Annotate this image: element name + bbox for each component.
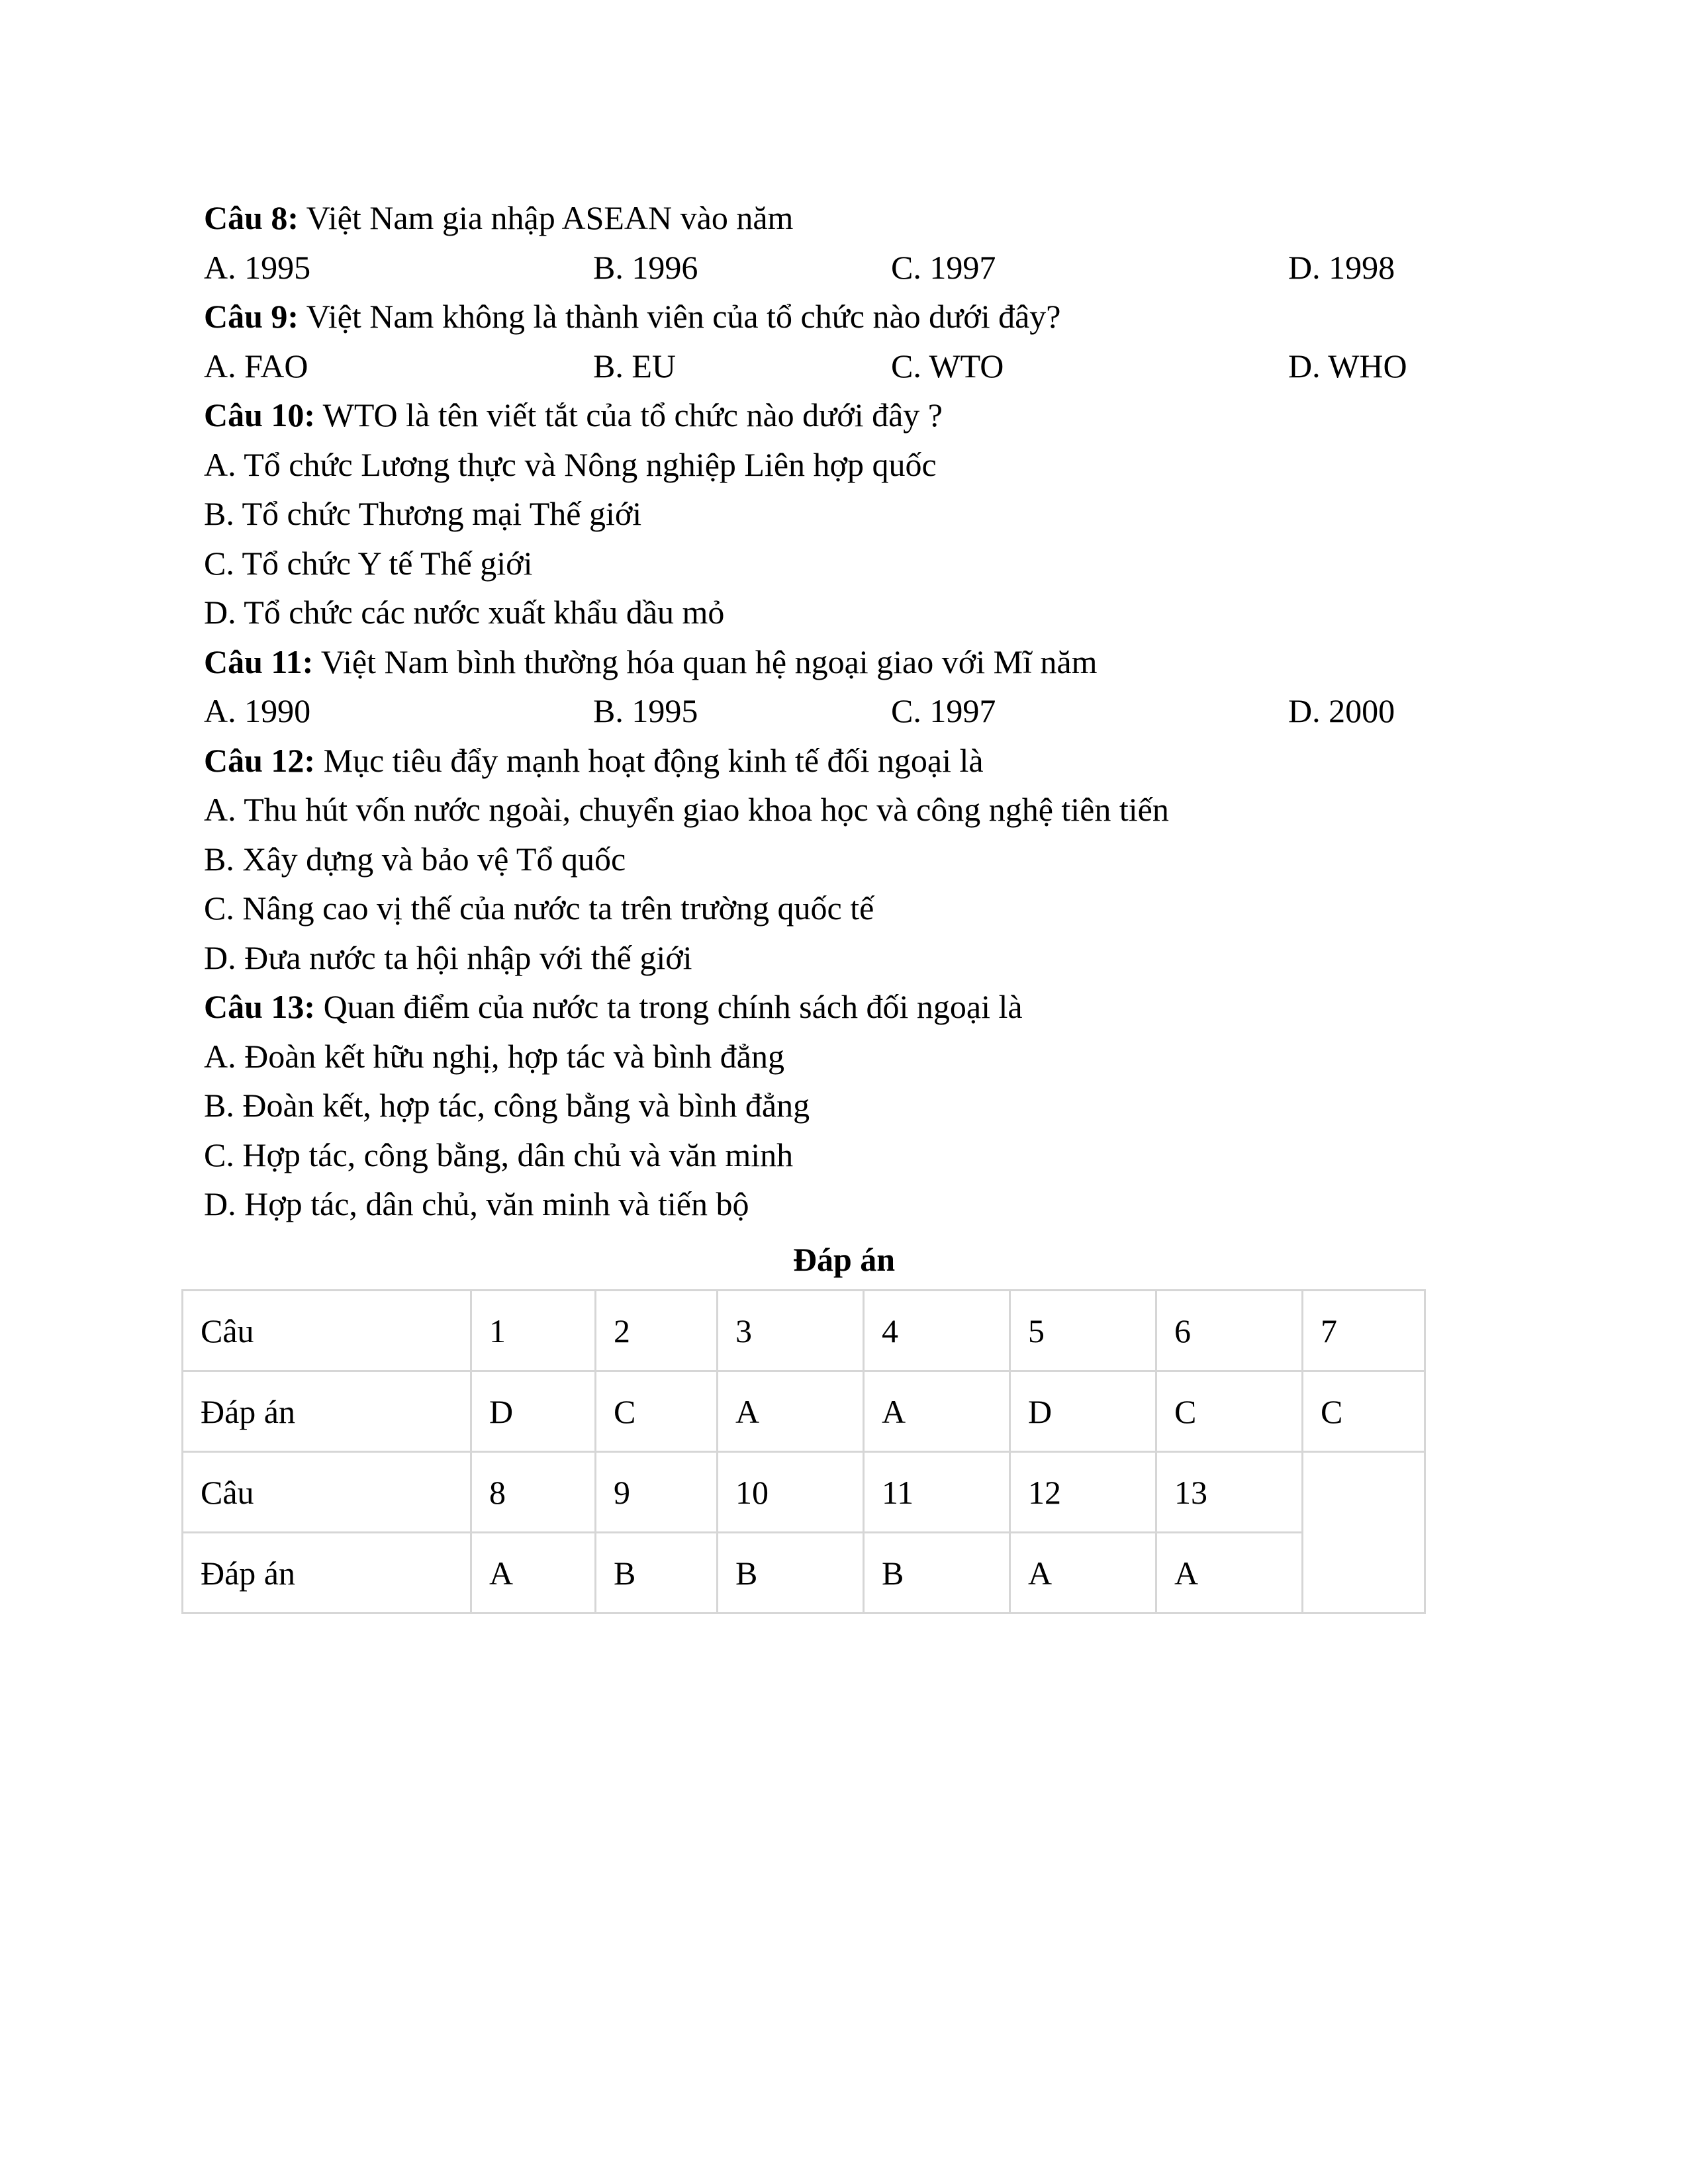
- option-d: D. 2000: [1288, 692, 1395, 729]
- table-row: [183, 1452, 1425, 1533]
- option-c: C. 1997: [891, 692, 996, 729]
- row-header: Câu: [183, 1452, 471, 1533]
- option-a: A. Tổ chức Lương thực và Nông nghiệp Liên hợp quốc: [204, 445, 937, 483]
- question-label: Câu 9:: [204, 298, 299, 335]
- question-text: Việt Nam không là thành viên của tổ chức nào dưới đây?: [299, 298, 1061, 335]
- question-10: [204, 390, 1501, 440]
- row-header: Câu: [183, 1291, 471, 1371]
- question-text: Quan điểm của nước ta trong chính sách đối ngoại là: [315, 988, 1023, 1025]
- question-label: Câu 13:: [204, 988, 316, 1025]
- question-label: Câu 12:: [204, 741, 316, 779]
- question-label: Câu 11:: [204, 643, 314, 680]
- table-row: [183, 1533, 1425, 1614]
- question-list: [204, 193, 1501, 1229]
- question-11: [204, 637, 1501, 687]
- table-row: [183, 1291, 1425, 1371]
- table-cell: 1: [471, 1291, 596, 1371]
- table-cell: 12: [1010, 1452, 1156, 1533]
- option-a: A. Đoàn kết hữu nghị, hợp tác và bình đẳng: [204, 1037, 784, 1075]
- table-cell: 7: [1303, 1291, 1425, 1371]
- table-cell: 11: [864, 1452, 1010, 1533]
- table-cell: 13: [1156, 1452, 1303, 1533]
- option-c: C. Hợp tác, công bằng, dân chủ và văn minh: [204, 1136, 794, 1173]
- option-b: B. EU: [593, 347, 676, 385]
- question-text: Mục tiêu đẩy mạnh hoạt động kinh tế đối ngoại là: [315, 741, 984, 779]
- row-header: Đáp án: [183, 1371, 471, 1452]
- option-d: D. Đưa nước ta hội nhập với thế giới: [204, 938, 692, 976]
- answer-key-table: [181, 1289, 1426, 1614]
- table-cell: 9: [596, 1452, 718, 1533]
- table-cell: 10: [718, 1452, 864, 1533]
- option-b: B. 1996: [593, 248, 698, 286]
- question-8-options: [204, 243, 1501, 293]
- empty-merged-cell: [1303, 1452, 1425, 1614]
- option-a: A. 1990: [204, 692, 311, 729]
- option-c: C. 1997: [891, 248, 996, 286]
- table-cell: D: [471, 1371, 596, 1452]
- table-cell: B: [718, 1533, 864, 1614]
- table-cell: A: [471, 1533, 596, 1614]
- question-11-options: [204, 686, 1501, 736]
- question-text: WTO là tên viết tắt của tổ chức nào dưới đây ?: [315, 396, 943, 433]
- question-text: Việt Nam gia nhập ASEAN vào năm: [299, 199, 794, 236]
- table-cell: C: [1156, 1371, 1303, 1452]
- table-cell: 5: [1010, 1291, 1156, 1371]
- question-9: [204, 292, 1501, 341]
- table-cell: A: [1010, 1533, 1156, 1614]
- option-b: B. Tổ chức Thương mại Thế giới: [204, 495, 642, 532]
- table-cell: B: [864, 1533, 1010, 1614]
- table-cell: 3: [718, 1291, 864, 1371]
- table-row: [183, 1371, 1425, 1452]
- option-c: C. WTO: [891, 347, 1004, 385]
- option-d: D. 1998: [1288, 248, 1395, 286]
- table-cell: 6: [1156, 1291, 1303, 1371]
- option-a: A. 1995: [204, 248, 311, 286]
- table-cell: C: [1303, 1371, 1425, 1452]
- option-a: A. FAO: [204, 347, 308, 385]
- question-label: Câu 10:: [204, 396, 316, 433]
- option-b: B. Đoàn kết, hợp tác, công bằng và bình đẳng: [204, 1087, 810, 1124]
- option-d: D. WHO: [1288, 347, 1407, 385]
- table-cell: B: [596, 1533, 718, 1614]
- row-header: Đáp án: [183, 1533, 471, 1614]
- table-cell: A: [864, 1371, 1010, 1452]
- option-d: D. Hợp tác, dân chủ, văn minh và tiến bộ: [204, 1185, 749, 1222]
- table-cell: 8: [471, 1452, 596, 1533]
- table-cell: A: [1156, 1533, 1303, 1614]
- option-b: B. 1995: [593, 692, 698, 729]
- option-c: C. Tổ chức Y tế Thế giới: [204, 544, 533, 582]
- table-cell: A: [718, 1371, 864, 1452]
- table-cell: 4: [864, 1291, 1010, 1371]
- question-12: [204, 736, 1501, 786]
- question-13: [204, 982, 1501, 1032]
- question-label: Câu 8:: [204, 199, 299, 236]
- option-d: D. Tổ chức các nước xuất khẩu dầu mỏ: [204, 594, 725, 631]
- question-text: Việt Nam bình thường hóa quan hệ ngoại giao với Mĩ năm: [313, 643, 1098, 680]
- table-cell: C: [596, 1371, 718, 1452]
- question-9-options: [204, 341, 1501, 391]
- answer-key-title: Đáp án: [792, 1241, 896, 1278]
- table-cell: 2: [596, 1291, 718, 1371]
- table-cell: D: [1010, 1371, 1156, 1452]
- option-a: A. Thu hút vốn nước ngoài, chuyển giao khoa học và công nghệ tiên tiến: [204, 791, 1169, 828]
- option-c: C. Nâng cao vị thế của nước ta trên trường quốc tế: [204, 889, 874, 927]
- question-8: [204, 193, 1501, 243]
- option-b: B. Xây dựng và bảo vệ Tổ quốc: [204, 840, 626, 878]
